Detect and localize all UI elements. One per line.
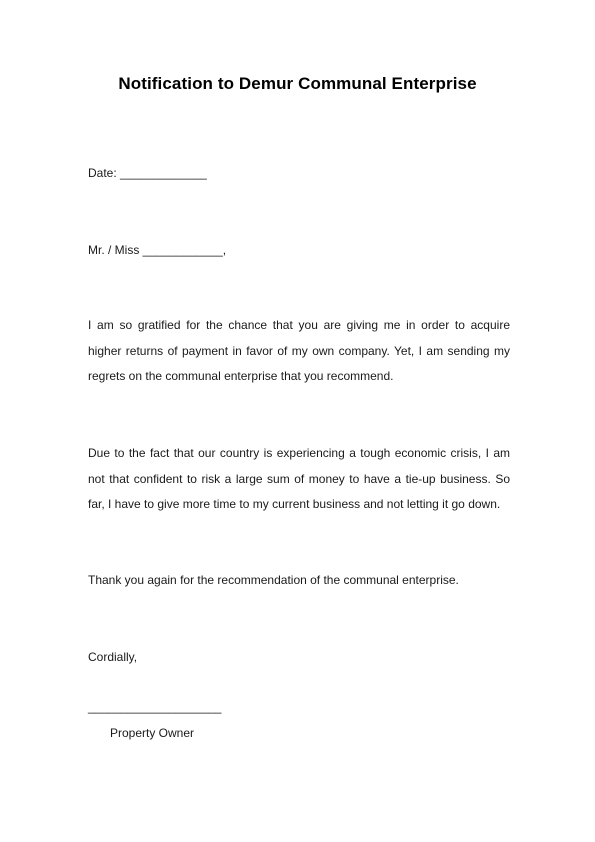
body-paragraph-2: Due to the fact that our country is experiencing a tough economic crisis, I am not that confident to risk a large sum of money to have a tie-up business. So far, I have to give more time to my current business and not letting it go down. [88,446,510,511]
closing: Cordially, [88,650,138,664]
date-line: Date: _____________ [88,166,207,180]
signature-line: ____________________ [88,700,222,714]
salutation: Mr. / Miss ____________, [88,243,227,257]
body-paragraph-3: Thank you again for the recommendation of the communal enterprise. [88,573,459,587]
signer-role: Property Owner [110,726,195,740]
body-paragraph-1: I am so gratified for the chance that you are giving me in order to acquire higher returns of payment in favor of my own company. Yet, I am sending my regrets on the communal enterprise that you recommend. [88,318,510,383]
document-title: Notification to Demur Communal Enterprise [118,74,477,93]
